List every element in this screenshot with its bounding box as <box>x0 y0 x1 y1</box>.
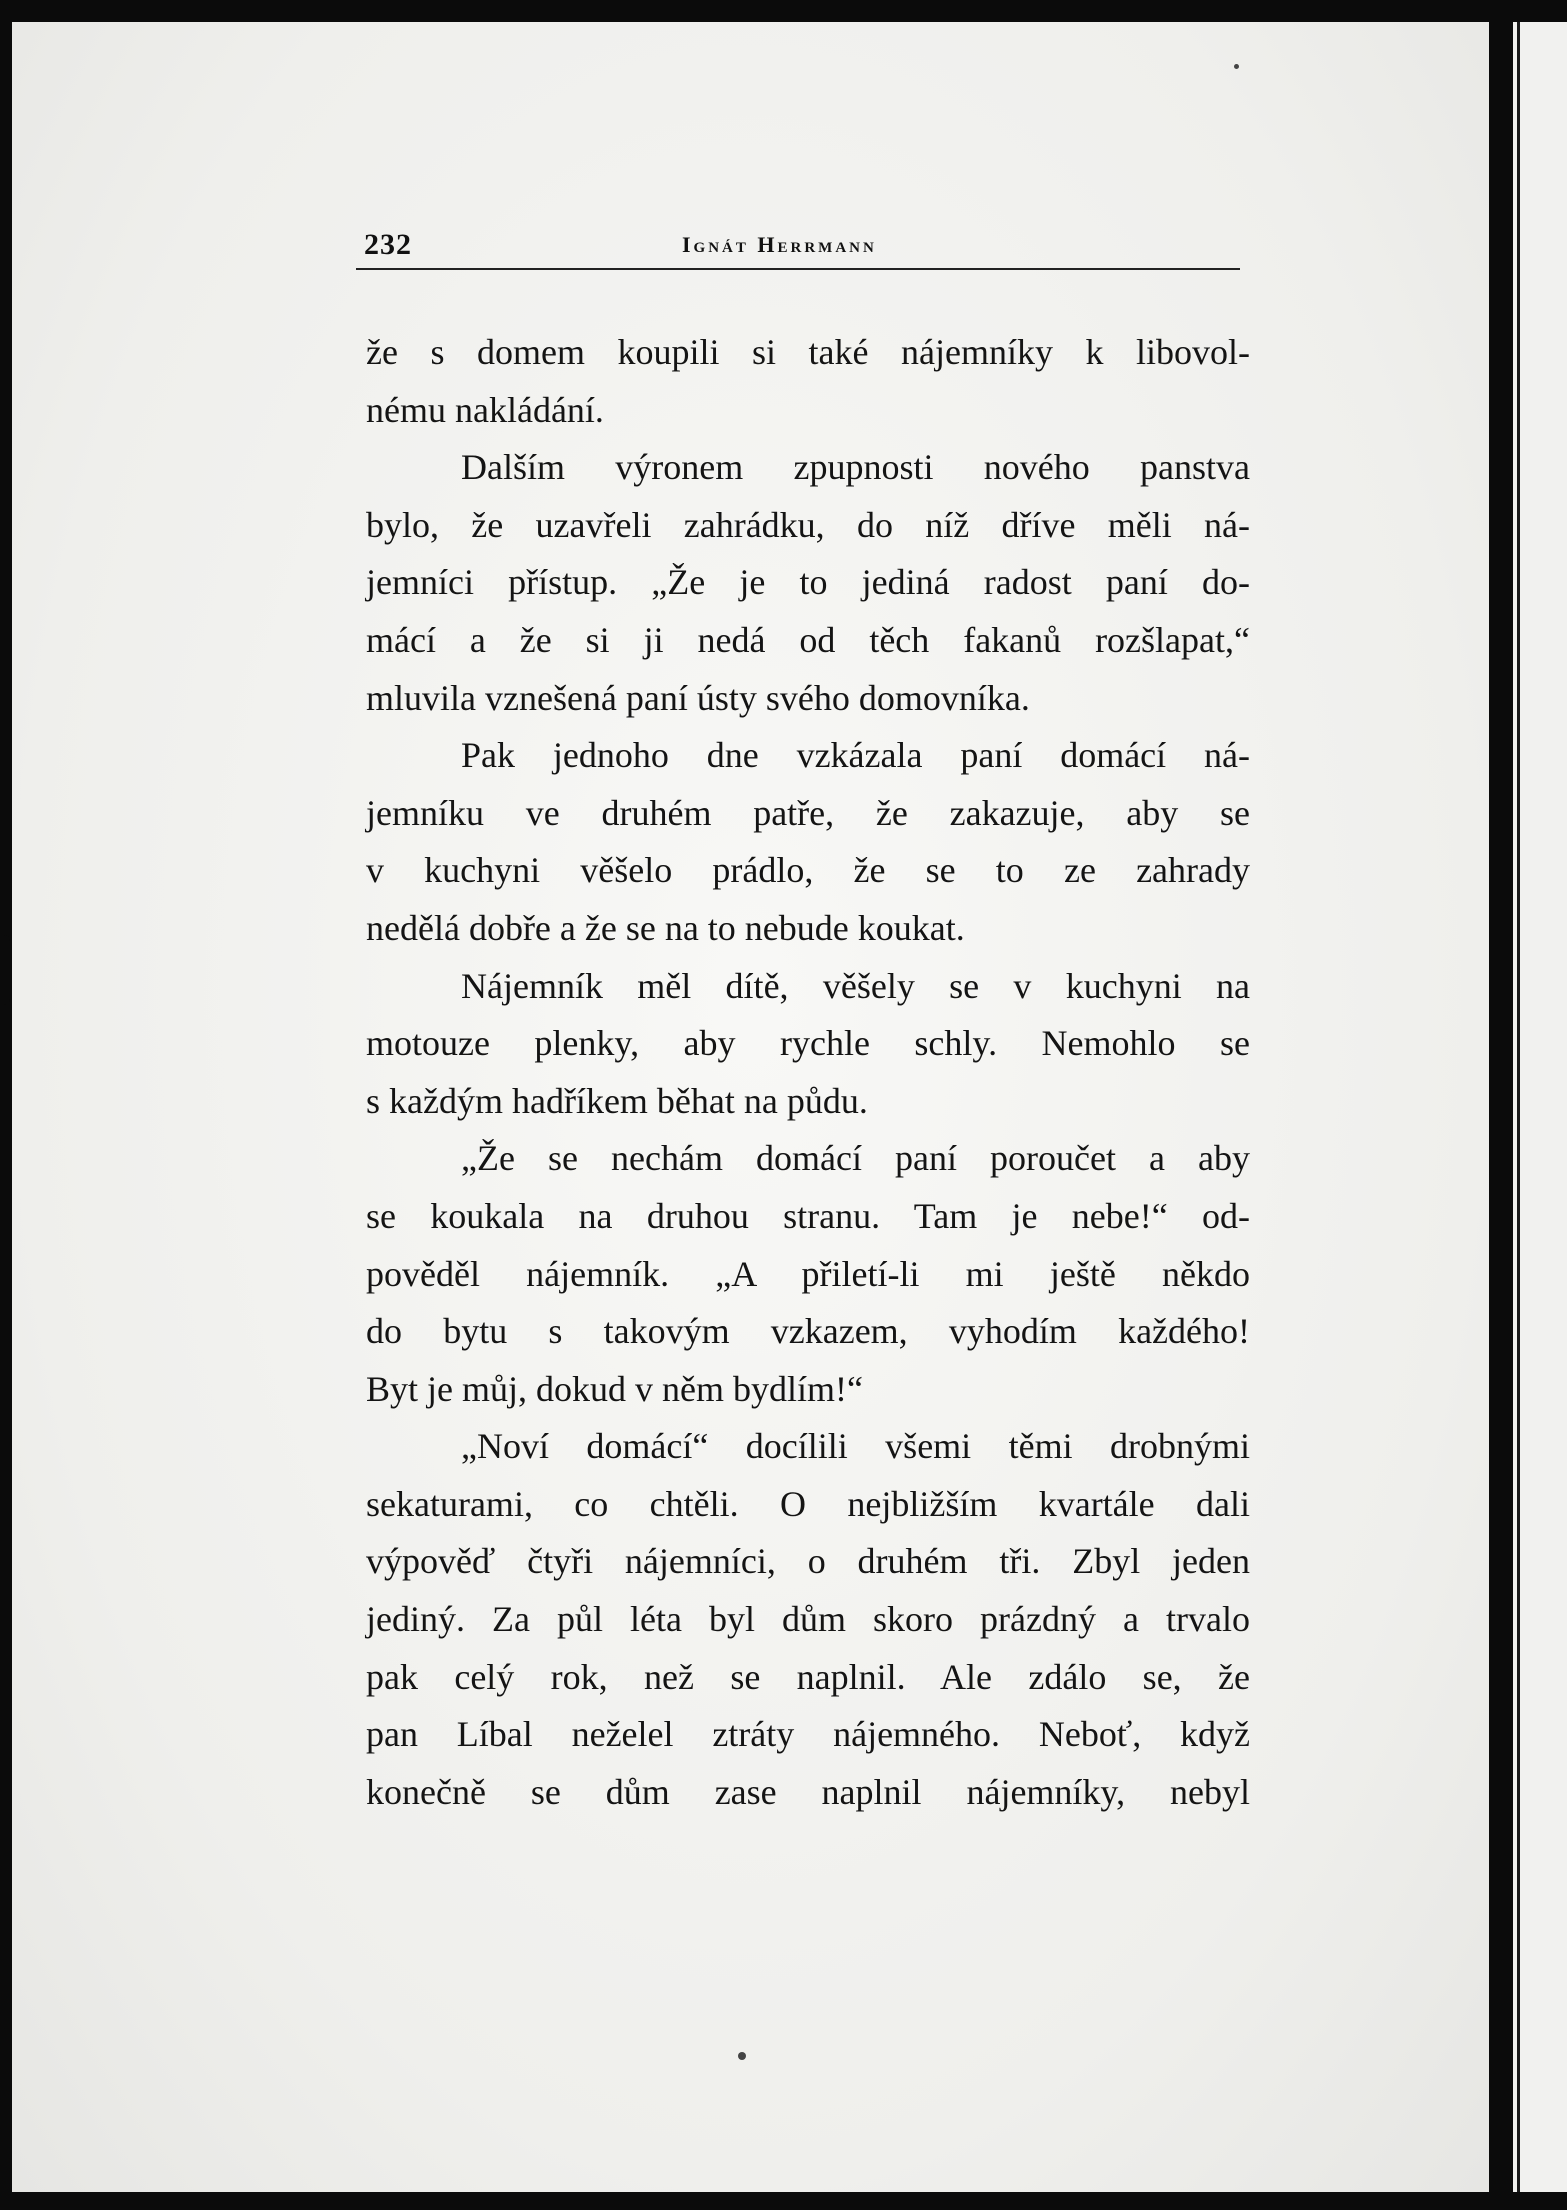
paper-speck <box>1234 64 1239 69</box>
paper-speck <box>738 2052 746 2060</box>
text-line: „Noví domácí“ docílili všemi těmi drobnými <box>461 1426 1250 1467</box>
text-line: jemníci přístup. „Že je to jediná radost paní do- <box>366 562 1250 603</box>
page-header <box>356 226 1240 266</box>
text-line: s každým hadříkem běhat na půdu. <box>366 1080 868 1121</box>
text-line: Dalším výronem zpupnosti nového panstva <box>461 447 1250 488</box>
text-line: v kuchyni věšelo prádlo, že se to ze zahrady <box>366 850 1250 891</box>
text-line: pak celý rok, než se naplnil. Ale zdálo se, že <box>366 1656 1250 1697</box>
text-line: pověděl nájemník. „A přiletí-li mi ještě někdo <box>366 1253 1250 1294</box>
text-line: mluvila vznešená paní ústy svého domovníka. <box>366 677 1030 718</box>
page-gutter <box>1489 0 1513 2210</box>
text-line: Byt je můj, dokud v něm bydlím!“ <box>366 1368 863 1409</box>
text-line: mácí a že si ji nedá od těch fakanů rozšlapat,“ <box>366 619 1250 660</box>
text-line: konečně se dům zase naplnil nájemníky, nebyl <box>366 1771 1250 1812</box>
text-line: nedělá dobře a že se na to nebude koukat. <box>366 907 965 948</box>
text-line: že s domem koupili si také nájemníky k libovol- <box>366 332 1250 372</box>
body-text <box>366 324 1250 1821</box>
running-head-author: Ignát Herrmann <box>682 232 877 257</box>
page-number: 232 <box>364 228 412 261</box>
text-line: jemníku ve druhém patře, že zakazuje, aby se <box>366 792 1250 833</box>
text-line: pan Líbal neželel ztráty nájemného. Neboť, když <box>366 1714 1250 1755</box>
adjacent-page-edge <box>1513 22 1567 2192</box>
text-line: motouze plenky, aby rychle schly. Nemohlo se <box>366 1023 1250 1064</box>
text-line: se koukala na druhou stranu. Tam je nebe!“ od- <box>366 1195 1250 1236</box>
text-line: do bytu s takovým vzkazem, vyhodím každého! <box>366 1311 1250 1352</box>
text-line: Pak jednoho dne vzkázala paní domácí ná- <box>461 735 1250 776</box>
header-rule <box>356 268 1240 270</box>
text-line: „Že se nechám domácí paní poroučet a aby <box>461 1138 1250 1179</box>
text-line: nému nakládání. <box>366 389 604 430</box>
text-line: bylo, že uzavřeli zahrádku, do níž dříve měli ná- <box>366 504 1250 545</box>
text-line: výpověď čtyři nájemníci, o druhém tři. Zbyl jeden <box>366 1541 1250 1582</box>
text-line: sekaturami, co chtěli. O nejbližším kvartále dali <box>366 1483 1250 1524</box>
text-line: Nájemník měl dítě, věšely se v kuchyni na <box>461 965 1250 1006</box>
text-line: jediný. Za půl léta byl dům skoro prázdný a trvalo <box>366 1599 1250 1640</box>
scan-edge-shadow <box>0 935 10 1005</box>
